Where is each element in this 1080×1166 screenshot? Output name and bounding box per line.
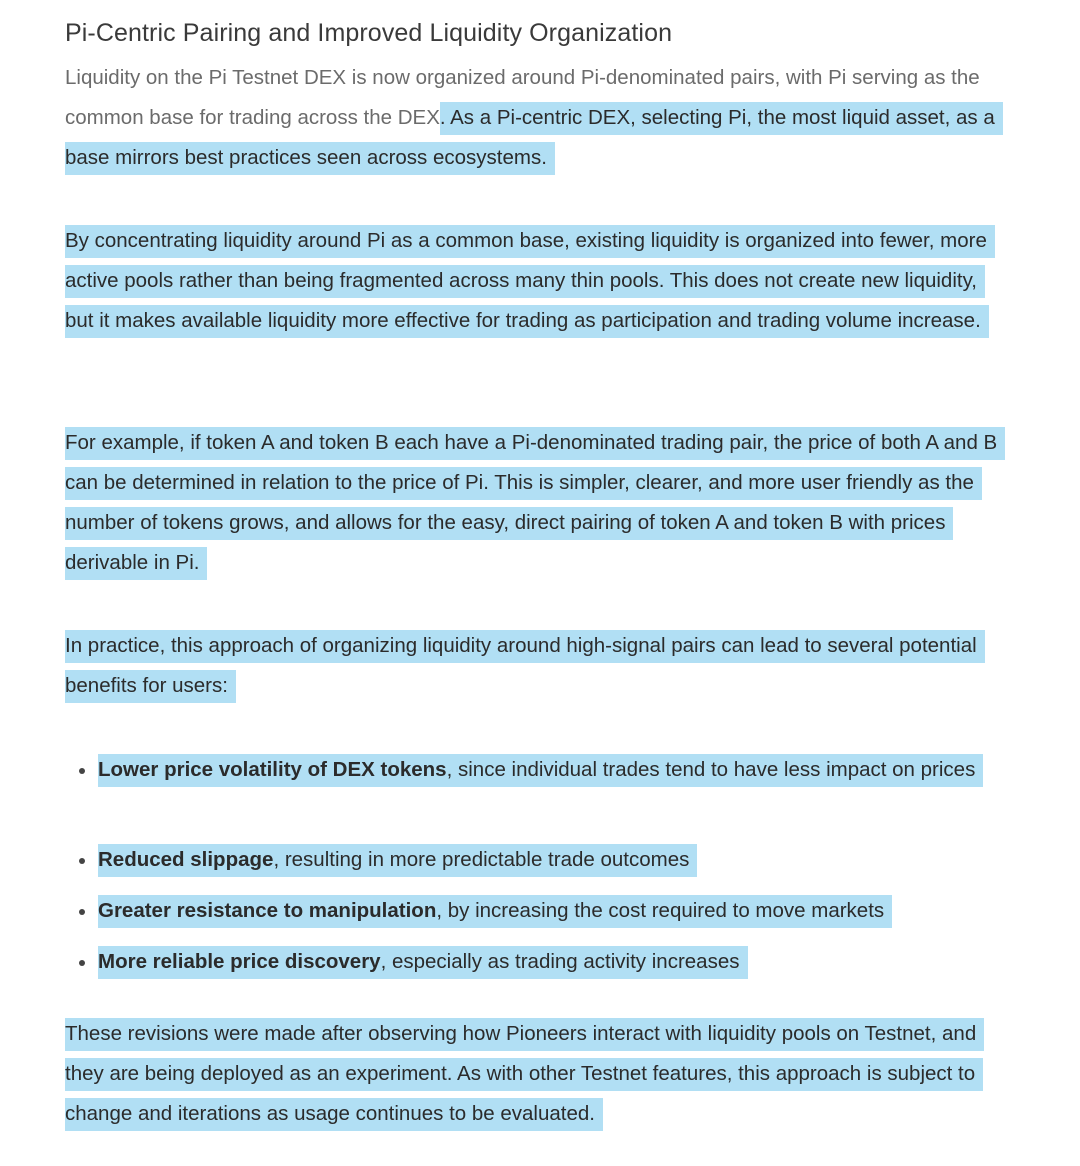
paragraph-example[interactable] [65, 423, 1020, 583]
selected-text[interactable]: In practice, this approach of organizing liquidity around high-signal pairs can lead to several potential benefits for users: [65, 630, 985, 703]
benefit-title: Greater resistance to manipulation [98, 899, 437, 922]
bullet-icon [79, 858, 85, 864]
benefit-description: , especially as trading activity increases [380, 950, 740, 973]
paragraph-concentration[interactable] [65, 221, 1010, 341]
selected-text[interactable]: These revisions were made after observing how Pioneers interact with liquidity pools on Testnet, and they are being deployed as an experiment. As with other Testnet features, this approach is subject to change and iterations as usage continues to be evaluated. [65, 1018, 984, 1131]
selected-text[interactable]: For example, if token A and token B each have a Pi-denominated trading pair, the price of both A and B can be determined in relation to the price of Pi. This is simpler, clearer, and more user friendly as the number of tokens grows, and allows for the easy, direct pairing of token A and token B with prices derivable in Pi. [65, 427, 1005, 580]
bullet-icon [79, 768, 85, 774]
benefits-list [98, 750, 1018, 982]
article-title: Pi-Centric Pairing and Improved Liquidity Organization [65, 19, 673, 47]
selected-text[interactable] [98, 844, 697, 877]
bullet-icon [79, 909, 85, 915]
selected-text[interactable]: . As a Pi-centric DEX, selecting Pi, the most liquid asset, as a base mirrors best practices seen across ecosystems. [65, 102, 1003, 175]
selected-text[interactable] [98, 946, 748, 979]
benefit-title: Lower price volatility of DEX tokens [98, 758, 447, 781]
benefit-description: , resulting in more predictable trade outcomes [273, 848, 690, 871]
benefit-title: Reduced slippage [98, 848, 274, 871]
selected-text[interactable]: By concentrating liquidity around Pi as a common base, existing liquidity is organized into fewer, more active pools rather than being fragmented across many thin pools. This does not create new liquidity, but it makes available liquidity more effective for trading as participation and trading volume increase. [65, 225, 995, 338]
selected-text[interactable] [98, 895, 892, 928]
paragraph-intro[interactable] [65, 58, 1025, 178]
unselected-text[interactable]: Liquidity on the Pi Testnet DEX is now organized around Pi-denominated pairs, with Pi serving as the common base for trading across the DEX [65, 66, 980, 129]
paragraph-revisions[interactable] [65, 1014, 995, 1134]
benefit-title: More reliable price discovery [98, 950, 381, 973]
list-item[interactable] [98, 942, 1018, 982]
list-item[interactable] [98, 840, 1018, 880]
list-item[interactable] [98, 750, 1018, 830]
benefit-description: , by increasing the cost required to move markets [436, 899, 885, 922]
bullet-icon [79, 960, 85, 966]
selected-text[interactable] [98, 754, 983, 787]
list-item[interactable] [98, 891, 1018, 931]
paragraph-benefits-intro[interactable] [65, 626, 1005, 706]
benefit-description: , since individual trades tend to have less impact on prices [446, 758, 976, 781]
